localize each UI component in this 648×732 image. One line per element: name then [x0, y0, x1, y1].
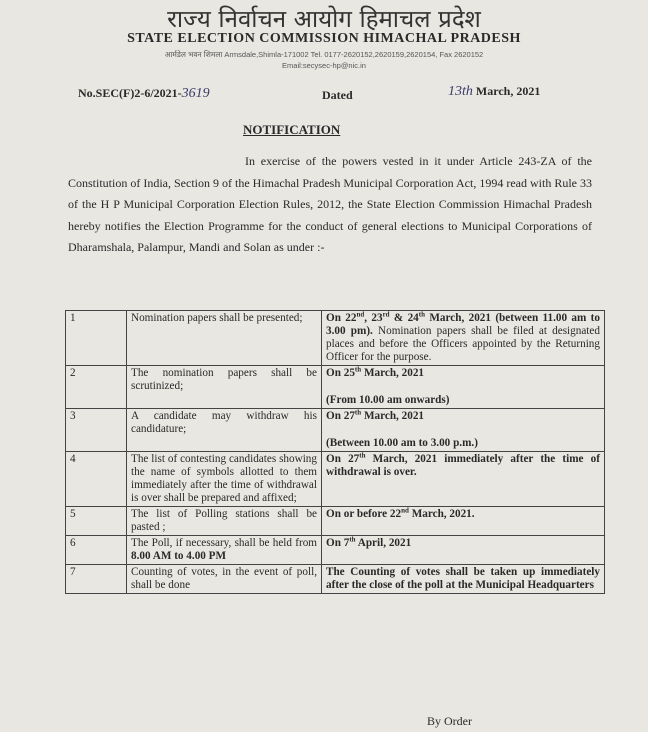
- schedule-date: On 7th April, 2021: [322, 536, 605, 565]
- table-row: [66, 565, 605, 594]
- notification-title: NOTIFICATION: [243, 122, 341, 137]
- dated-label: Dated: [322, 88, 353, 102]
- table-row: [66, 311, 605, 366]
- table-row: [66, 507, 605, 536]
- event: The list of contesting candidates showing the name of symbols allotted to them immediately after the time of withdrawal is over shall be prepared and affixed;: [127, 452, 322, 507]
- day-handwritten: 13th: [448, 84, 473, 99]
- row-number: 6: [66, 536, 127, 565]
- notification-body: In exercise of the powers vested in it under Article 243-ZA of the Constitution of India, Section 9 of the Himachal Pradesh Municipal Corporation Act, 1994 read with Rule 33 of the H P Municipal Corporation Election Rules, 2012, the State Election Commission Himachal Pradesh hereby notifies the Election Programme for the conduct of general elections to Municipal Corporations of Dharamshala, Palampur, Mandi and Solan as under :-: [68, 154, 592, 254]
- event: The nomination papers shall be scrutinized;: [127, 366, 322, 409]
- table-row: [66, 409, 605, 452]
- schedule-date: On 27th March, 2021 immediately after the time of withdrawal is over.: [322, 452, 605, 507]
- ref-handwritten: 3619: [181, 86, 210, 101]
- month-year: March, 2021: [475, 84, 541, 98]
- event: A candidate may withdraw his candidature;: [127, 409, 322, 452]
- event: Counting of votes, in the event of poll, shall be done: [127, 565, 322, 594]
- date: [448, 84, 540, 100]
- row-number: 7: [66, 565, 127, 594]
- reference-number: [78, 86, 210, 102]
- hindi-title: राज्य निर्वाचन आयोग हिमाचल प्रदेश: [167, 5, 481, 33]
- email: Email:secysec-hp@nic.in: [282, 61, 366, 70]
- schedule-date: On 27th March, 2021 (Between 10.00 am to 3.00 p.m.): [322, 409, 605, 452]
- row-number: 2: [66, 366, 127, 409]
- event: Nomination papers shall be presented;: [127, 311, 322, 366]
- address: आर्मडेल भवन शिमला Armsdale,Shimla-171002 Tel. 0177-2620152,2620159,2620154, Fax 2620152: [164, 50, 484, 59]
- table-row: [66, 452, 605, 507]
- english-title: STATE ELECTION COMMISSION HIMACHAL PRADESH: [127, 31, 521, 46]
- row-number: 1: [66, 311, 127, 366]
- ref-printed: No.SEC(F)2-6/2021-: [78, 86, 182, 100]
- row-number: 4: [66, 452, 127, 507]
- election-schedule-table: [65, 310, 605, 594]
- schedule-date: The Counting of votes shall be taken up immediately after the close of the poll at the Municipal Headquarters: [322, 565, 605, 594]
- table-row: [66, 366, 605, 409]
- row-number: 5: [66, 507, 127, 536]
- table-row: [66, 536, 605, 565]
- event: The list of Polling stations shall be pasted ;: [127, 507, 322, 536]
- event: The Poll, if necessary, shall be held from 8.00 AM to 4.00 PM: [127, 536, 322, 565]
- row-number: 3: [66, 409, 127, 452]
- schedule-date: On 22nd, 23rd & 24th March, 2021 (between 11.00 am to 3.00 pm). Nomination papers shall be filed at designated places and before the Officers appointed by the Returning Officer for the purpose.: [322, 311, 605, 366]
- schedule-date: On or before 22nd March, 2021.: [322, 507, 605, 536]
- schedule-date: On 25th March, 2021 (From 10.00 am onwards): [322, 366, 605, 409]
- by-order: By Order: [427, 714, 472, 728]
